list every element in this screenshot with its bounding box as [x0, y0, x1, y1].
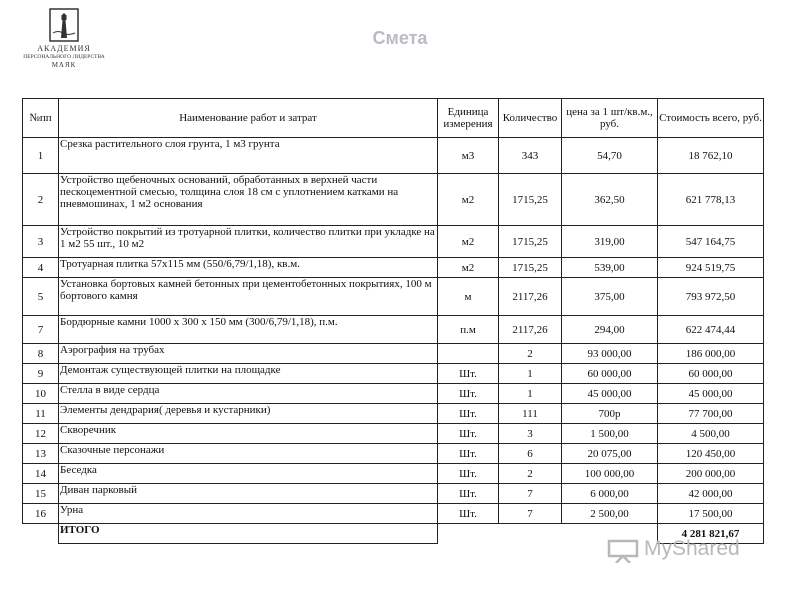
price: 45 000,00 — [562, 384, 658, 404]
work-name: Урна — [59, 504, 438, 524]
total-label: ИТОГО — [59, 524, 438, 544]
price: 375,00 — [562, 278, 658, 316]
unit: Шт. — [438, 504, 499, 524]
price: 2 500,00 — [562, 504, 658, 524]
table-row — [23, 444, 764, 464]
table-row — [23, 278, 764, 316]
table-row — [23, 384, 764, 404]
estimate-table — [22, 98, 764, 544]
logo-line-2: ПЕРСОНАЛЬНОГО ЛИДЕРСТВА — [23, 54, 105, 60]
quantity: 1715,25 — [499, 226, 562, 258]
quantity: 7 — [499, 504, 562, 524]
table-row — [23, 424, 764, 444]
price: 539,00 — [562, 258, 658, 278]
row-number: 5 — [23, 278, 59, 316]
unit: п.м — [438, 316, 499, 344]
row-total: 45 000,00 — [658, 384, 764, 404]
row-total: 793 972,50 — [658, 278, 764, 316]
row-total: 186 000,00 — [658, 344, 764, 364]
row-number: 12 — [23, 424, 59, 444]
row-total: 924 519,75 — [658, 258, 764, 278]
work-name: Стелла в виде сердца — [59, 384, 438, 404]
work-name: Установка бортовых камней бетонных при цементобетонных покрытиях, 100 м бортового камня — [59, 278, 438, 316]
quantity: 111 — [499, 404, 562, 424]
work-name: Диван парковый — [59, 484, 438, 504]
price: 319,00 — [562, 226, 658, 258]
academy-logo — [14, 8, 114, 88]
unit: Шт. — [438, 384, 499, 404]
row-number: 1 — [23, 138, 59, 174]
price: 1 500,00 — [562, 424, 658, 444]
unit: Шт. — [438, 484, 499, 504]
row-number: 2 — [23, 174, 59, 226]
row-number: 10 — [23, 384, 59, 404]
quantity: 343 — [499, 138, 562, 174]
row-total: 60 000,00 — [658, 364, 764, 384]
lighthouse-icon — [49, 8, 79, 42]
work-name: Устройство щебеночных оснований, обработанных в верхней части пескоцементной смесью, толщина слоя 18 см с уплотнением катками на пневмошинах, 1 м2 основания — [59, 174, 438, 226]
table-row — [23, 258, 764, 278]
row-total: 200 000,00 — [658, 464, 764, 484]
header-price: цена за 1 шт/кв.м., руб. — [562, 99, 658, 138]
row-number: 16 — [23, 504, 59, 524]
table-header-row — [23, 99, 764, 138]
watermark — [606, 536, 766, 566]
price: 20 075,00 — [562, 444, 658, 464]
quantity: 1715,25 — [499, 258, 562, 278]
work-name: Срезка растительного слоя грунта, 1 м3 грунта — [59, 138, 438, 174]
header-quantity: Количество — [499, 99, 562, 138]
unit: Шт. — [438, 364, 499, 384]
work-name: Скворечник — [59, 424, 438, 444]
header-number: №пп — [23, 99, 59, 138]
table-row — [23, 484, 764, 504]
total-value: 4 281 821,67 — [658, 524, 764, 544]
row-number: 11 — [23, 404, 59, 424]
row-total: 120 450,00 — [658, 444, 764, 464]
work-name: Аэрография на трубах — [59, 344, 438, 364]
price: 700р — [562, 404, 658, 424]
row-number: 13 — [23, 444, 59, 464]
quantity: 2 — [499, 344, 562, 364]
quantity: 2117,26 — [499, 278, 562, 316]
price: 60 000,00 — [562, 364, 658, 384]
price: 6 000,00 — [562, 484, 658, 504]
price: 362,50 — [562, 174, 658, 226]
unit: м2 — [438, 258, 499, 278]
unit: Шт. — [438, 404, 499, 424]
quantity: 6 — [499, 444, 562, 464]
table-row — [23, 464, 764, 484]
quantity: 1 — [499, 364, 562, 384]
work-name: Бордюрные камни 1000 х 300 х 150 мм (300/6,79/1,18), п.м. — [59, 316, 438, 344]
row-total: 622 474,44 — [658, 316, 764, 344]
work-name: Элементы дендрария( деревья и кустарники) — [59, 404, 438, 424]
row-number: 3 — [23, 226, 59, 258]
quantity: 7 — [499, 484, 562, 504]
unit: Шт. — [438, 444, 499, 464]
row-number: 4 — [23, 258, 59, 278]
row-number: 14 — [23, 464, 59, 484]
presentation-icon — [606, 539, 640, 563]
watermark-text: MyShared — [644, 537, 740, 560]
row-total: 621 778,13 — [658, 174, 764, 226]
quantity: 1 — [499, 384, 562, 404]
work-name: Тротуарная плитка 57х115 мм (550/6,79/1,18), кв.м. — [59, 258, 438, 278]
unit: м2 — [438, 226, 499, 258]
row-total: 18 762,10 — [658, 138, 764, 174]
total-empty-cell — [23, 524, 59, 544]
price: 294,00 — [562, 316, 658, 344]
logo-line-1: АКАДЕМИЯ — [37, 44, 91, 53]
unit — [438, 344, 499, 364]
row-total: 4 500,00 — [658, 424, 764, 444]
header-name: Наименование работ и затрат — [59, 99, 438, 138]
work-name: Беседка — [59, 464, 438, 484]
quantity: 2 — [499, 464, 562, 484]
table-row — [23, 404, 764, 424]
work-name: Сказочные персонажи — [59, 444, 438, 464]
price: 93 000,00 — [562, 344, 658, 364]
unit: м — [438, 278, 499, 316]
price: 100 000,00 — [562, 464, 658, 484]
row-total: 547 164,75 — [658, 226, 764, 258]
unit: Шт. — [438, 464, 499, 484]
page-title: Смета — [372, 28, 428, 48]
header-unit: Единица измерения — [438, 99, 499, 138]
logo-line-3: МАЯК — [51, 61, 77, 69]
table-row — [23, 226, 764, 258]
quantity: 2117,26 — [499, 316, 562, 344]
quantity: 1715,25 — [499, 174, 562, 226]
row-number: 7 — [23, 316, 59, 344]
row-total: 42 000,00 — [658, 484, 764, 504]
table-row — [23, 504, 764, 524]
price: 54,70 — [562, 138, 658, 174]
table-row — [23, 344, 764, 364]
table-row — [23, 138, 764, 174]
unit: Шт. — [438, 424, 499, 444]
header-total: Стоимость всего, руб. — [658, 99, 764, 138]
table-row — [23, 174, 764, 226]
row-total: 77 700,00 — [658, 404, 764, 424]
unit: м2 — [438, 174, 499, 226]
work-name: Демонтаж существующей плитки на площадке — [59, 364, 438, 384]
table-row — [23, 316, 764, 344]
work-name: Устройство покрытий из тротуарной плитки, количество плитки при укладке на 1 м2 55 шт., 10 м2 — [59, 226, 438, 258]
row-number: 8 — [23, 344, 59, 364]
row-total: 17 500,00 — [658, 504, 764, 524]
unit: м3 — [438, 138, 499, 174]
quantity: 3 — [499, 424, 562, 444]
row-number: 15 — [23, 484, 59, 504]
row-number: 9 — [23, 364, 59, 384]
table-row — [23, 364, 764, 384]
